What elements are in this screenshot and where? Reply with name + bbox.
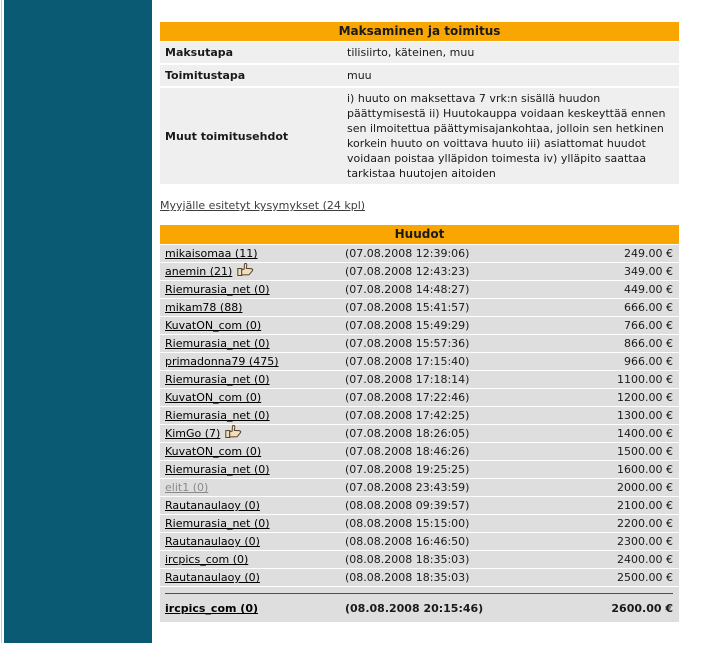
bid-row — [160, 569, 679, 586]
bid-time: (08.08.2008 20:15:46) — [345, 602, 484, 615]
bidder-link[interactable]: mikaisomaa (11) — [165, 247, 258, 260]
bid-time: (08.08.2008 15:15:00) — [345, 517, 470, 530]
bid-time: (07.08.2008 23:43:59) — [345, 481, 470, 494]
bidder-link[interactable]: Riemurasia_net (0) — [165, 373, 270, 386]
bid-price: 449.00 € — [624, 283, 673, 296]
bid-price: 2500.00 € — [617, 571, 673, 584]
left-sidebar — [4, 0, 152, 643]
bid-row — [160, 461, 679, 478]
bid-time: (07.08.2008 12:39:06) — [345, 247, 470, 260]
thumbs-up-icon — [237, 262, 254, 277]
bidder-cell — [165, 247, 345, 260]
bidder-link[interactable]: Rautanaulaoy (0) — [165, 535, 260, 548]
bid-price: 2400.00 € — [617, 553, 673, 566]
bid-time: (07.08.2008 15:41:57) — [345, 301, 470, 314]
bid-price: 666.00 € — [624, 301, 673, 314]
bid-price: 1100.00 € — [617, 373, 673, 386]
payment-row-value: tilisiirto, käteinen, muu — [347, 46, 475, 59]
bidder-cell — [165, 373, 345, 386]
bid-time: (07.08.2008 15:57:36) — [345, 337, 470, 350]
bidder-link[interactable]: KuvatON_com (0) — [165, 391, 262, 404]
payment-row-muut-toimitusehdot — [160, 88, 679, 184]
bidder-cell — [165, 535, 345, 548]
winning-bid-row — [165, 600, 673, 617]
bidder-cell — [165, 265, 345, 278]
bid-row — [160, 443, 679, 460]
bid-price: 1400.00 € — [617, 427, 673, 440]
bid-price: 2100.00 € — [617, 499, 673, 512]
bid-time: (07.08.2008 17:15:40) — [345, 355, 470, 368]
bid-price: 966.00 € — [624, 355, 673, 368]
bid-time: (07.08.2008 17:22:46) — [345, 391, 470, 404]
payment-row-value: i) huuto on maksettava 7 vrk:n sisällä huudon päättymisestä ii) Huutokauppa voidaan keskeyttää ennen sen ilmoitettua päättymisajankohtaa, jolloin sen hetkinen korkein huuto on voittava huuto iii) asiattomat huudot voidaan poistaa ylläpidon toimesta iv) ylläpito saattaa tarkistaa huutojen aitoiden — [347, 92, 666, 180]
bidder-link[interactable]: primadonna79 (475) — [165, 355, 279, 368]
bidder-cell — [165, 337, 345, 350]
bid-price: 1300.00 € — [617, 409, 673, 422]
bid-row — [160, 353, 679, 370]
bid-row — [160, 533, 679, 550]
bidder-link[interactable]: Riemurasia_net (0) — [165, 337, 270, 350]
bidder-link[interactable]: elit1 (0) — [165, 481, 209, 494]
bidder-cell — [165, 391, 345, 404]
thumbs-up-icon — [225, 424, 242, 439]
bid-time: (07.08.2008 14:48:27) — [345, 283, 470, 296]
bid-row — [160, 245, 679, 262]
bid-list — [160, 245, 679, 586]
bidder-cell — [165, 602, 345, 615]
bid-time: (07.08.2008 18:26:05) — [345, 427, 470, 440]
payment-panel-title: Maksaminen ja toimitus — [160, 22, 679, 41]
bid-price: 1200.00 € — [617, 391, 673, 404]
bidder-link[interactable]: anemin (21) — [165, 265, 233, 278]
bid-price: 349.00 € — [624, 265, 673, 278]
bidder-cell — [165, 409, 345, 422]
bidder-cell — [165, 301, 345, 314]
bidder-link[interactable]: mikam78 (88) — [165, 301, 243, 314]
bidder-link[interactable]: Riemurasia_net (0) — [165, 517, 270, 530]
bidder-link[interactable]: Rautanaulaoy (0) — [165, 571, 260, 584]
bid-time: (08.08.2008 18:35:03) — [345, 553, 470, 566]
bid-price: 766.00 € — [624, 319, 673, 332]
payment-row-label: Maksutapa — [165, 46, 234, 59]
bid-time: (07.08.2008 17:18:14) — [345, 373, 470, 386]
bid-time: (07.08.2008 18:46:26) — [345, 445, 470, 458]
bid-time: (08.08.2008 18:35:03) — [345, 571, 470, 584]
bidder-cell — [165, 499, 345, 512]
bid-price: 249.00 € — [624, 247, 673, 260]
bid-row — [160, 497, 679, 514]
bidder-link[interactable]: Rautanaulaoy (0) — [165, 499, 260, 512]
payment-panel — [160, 22, 679, 184]
bid-row — [160, 371, 679, 388]
bid-row — [160, 335, 679, 352]
bid-row — [160, 317, 679, 334]
bid-row — [160, 479, 679, 496]
bidder-link[interactable]: Riemurasia_net (0) — [165, 283, 270, 296]
bid-row — [160, 407, 679, 424]
payment-row-value: muu — [347, 69, 372, 82]
bidder-cell — [165, 553, 345, 566]
bids-panel — [160, 225, 679, 622]
payment-row-maksutapa — [160, 42, 679, 63]
bid-time: (08.08.2008 09:39:57) — [345, 499, 470, 512]
bid-price: 1600.00 € — [617, 463, 673, 476]
bid-time: (07.08.2008 19:25:25) — [345, 463, 470, 476]
bid-price: 866.00 € — [624, 337, 673, 350]
bidder-link[interactable]: ircpics_com (0) — [165, 553, 249, 566]
bidder-cell — [165, 427, 345, 440]
bidder-link[interactable]: Riemurasia_net (0) — [165, 463, 270, 476]
bid-row — [160, 299, 679, 316]
bidder-cell — [165, 319, 345, 332]
winning-bid-separator — [165, 593, 673, 594]
bid-price: 2000.00 € — [617, 481, 673, 494]
bid-price: 2600.00 € — [611, 602, 673, 615]
bid-row — [160, 281, 679, 298]
bidder-link[interactable]: KimGo (7) — [165, 427, 221, 440]
page-left-border — [1, 0, 2, 643]
bidder-cell — [165, 445, 345, 458]
main-content — [160, 22, 679, 622]
bid-row — [160, 263, 679, 280]
bid-row — [160, 515, 679, 532]
payment-row-label: Toimitustapa — [165, 69, 246, 82]
payment-row-toimitustapa — [160, 65, 679, 86]
bid-time: (07.08.2008 17:42:25) — [345, 409, 470, 422]
bidder-cell — [165, 283, 345, 296]
seller-questions-link[interactable]: Myyjälle esitetyt kysymykset (24 kpl) — [160, 199, 366, 212]
bid-time: (07.08.2008 15:49:29) — [345, 319, 470, 332]
bidder-cell — [165, 463, 345, 476]
bid-time: (07.08.2008 12:43:23) — [345, 265, 470, 278]
bidder-cell — [165, 481, 345, 494]
bidder-cell — [165, 355, 345, 368]
bids-panel-title: Huudot — [160, 225, 679, 244]
bid-price: 2200.00 € — [617, 517, 673, 530]
bid-price: 1500.00 € — [617, 445, 673, 458]
bidder-cell — [165, 517, 345, 530]
bid-row — [160, 389, 679, 406]
bidder-link[interactable]: ircpics_com (0) — [165, 602, 259, 615]
bidder-link[interactable]: KuvatON_com (0) — [165, 445, 262, 458]
bidder-link[interactable]: KuvatON_com (0) — [165, 319, 262, 332]
bid-row — [160, 551, 679, 568]
bidder-cell — [165, 571, 345, 584]
bid-row — [160, 425, 679, 442]
winning-bid-block — [160, 587, 679, 622]
bidder-link[interactable]: Riemurasia_net (0) — [165, 409, 270, 422]
bid-time: (08.08.2008 16:46:50) — [345, 535, 470, 548]
bid-price: 2300.00 € — [617, 535, 673, 548]
payment-row-label: Muut toimitusehdot — [165, 129, 289, 143]
payment-panel-body — [160, 42, 679, 184]
